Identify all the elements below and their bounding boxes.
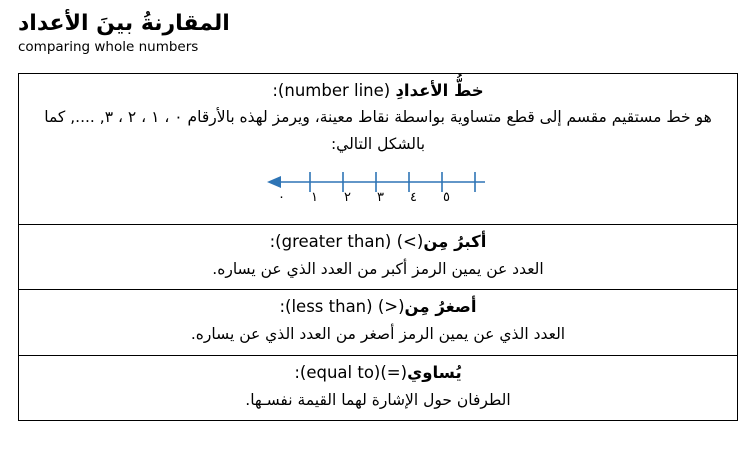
definition-text-less-than: العدد الذي عن يمين الرمز أصغر من العدد الذي عن يساره. bbox=[190, 325, 566, 344]
table-row bbox=[19, 74, 737, 226]
tick-label: ٢ bbox=[344, 190, 351, 206]
table-row bbox=[19, 356, 737, 420]
term-colon: : bbox=[269, 232, 276, 252]
term-colon: : bbox=[294, 362, 300, 382]
tick-label: ١ bbox=[311, 190, 318, 206]
tick-label: ٥ bbox=[443, 190, 450, 206]
term-symbol: (>) bbox=[377, 297, 405, 317]
page-title: المقارنةُ بينَ الأعداد bbox=[18, 11, 230, 36]
page-subtitle: comparing whole numbers bbox=[18, 38, 199, 55]
definition-text-greater-than: العدد عن يمين الرمز أكبر من العدد الذي عن يساره. bbox=[212, 260, 544, 279]
term-symbol: (=) bbox=[380, 362, 408, 382]
definition-text-number-line: هو خط مستقيم مقسم إلى قطع متساوية بواسطة نقاط معينة، ويرمز لهذه بالأرقام ٠ ، ١ ، ٢ ، ٣, ...., كما بالشكل التالي: bbox=[44, 108, 712, 153]
number-line-tick-labels bbox=[265, 190, 463, 205]
term-english: (greater than) bbox=[275, 232, 392, 252]
number-line-figure bbox=[263, 167, 493, 215]
term-english: (number line) bbox=[277, 80, 391, 100]
term-arabic: أصغرُ مِن bbox=[404, 297, 477, 317]
term-colon: : bbox=[279, 297, 286, 317]
tick-label: ٠ bbox=[278, 190, 285, 206]
term-arabic: خطُّ الأعدادِ bbox=[395, 80, 484, 100]
term-english: (less than) bbox=[285, 297, 373, 317]
tick-label: ٣ bbox=[377, 190, 384, 206]
term-english: (equal to) bbox=[299, 362, 381, 382]
term-heading-greater-than bbox=[29, 230, 727, 254]
definition-text-equal-to: الطرفان حول الإشارة لهما القيمة نفسـها. bbox=[245, 390, 511, 409]
table-row bbox=[19, 290, 737, 355]
page-header bbox=[0, 0, 756, 55]
tick-label: ٤ bbox=[410, 190, 417, 206]
term-symbol: (<) bbox=[396, 232, 424, 252]
term-heading-equal-to bbox=[29, 361, 727, 385]
term-heading-number-line bbox=[29, 79, 727, 103]
term-colon: : bbox=[272, 80, 278, 100]
term-arabic: يُساوي bbox=[407, 362, 462, 382]
term-heading-less-than bbox=[29, 295, 727, 319]
table-row bbox=[19, 225, 737, 290]
definitions-table bbox=[18, 73, 738, 421]
term-arabic: أكبرُ مِن bbox=[423, 232, 487, 252]
